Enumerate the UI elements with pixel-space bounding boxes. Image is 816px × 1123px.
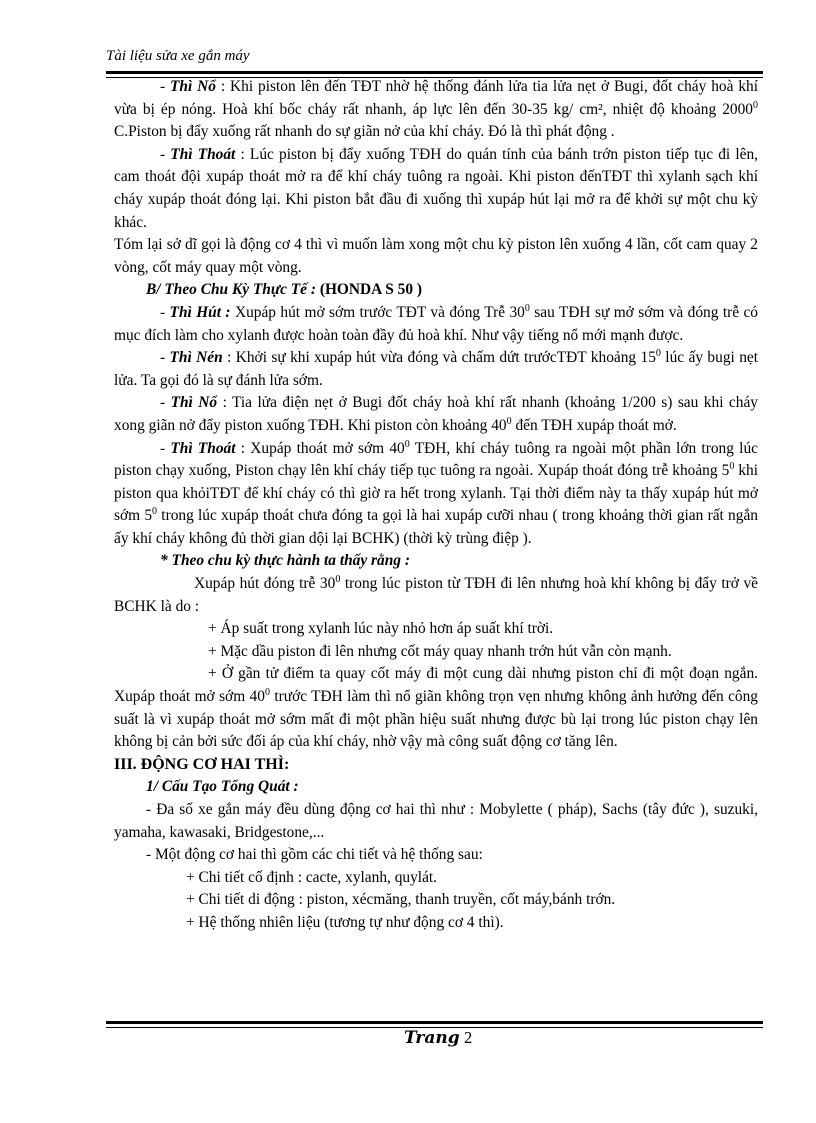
section-3-heading: III. ĐỘNG CƠ HAI THÌ: — [114, 755, 290, 773]
reason-item: + Áp suất trong xylanh lúc này nhỏ hơn áp suất khí trời. — [208, 620, 554, 638]
paragraph-two-stroke-parts: - Một động cơ hai thì gồm các chi tiết và hệ thống sau: — [146, 846, 483, 864]
page-header: Tài liệu sửa xe gắn máy — [106, 48, 250, 64]
part-item: + Hệ thống nhiên liệu (tương tự như động cơ 4 thì). — [186, 913, 504, 931]
paragraph-xupap-hut: Xupáp hút đóng trễ $30^0$ trong lúc piston từ TĐH đi lên nhưng hoà khí không bị đẩy trở về BCHK là do : — [114, 573, 758, 615]
header-rule-thick — [106, 71, 763, 74]
paragraph-thi-nen: - Thì Nén : Khởi sự khi xupáp hút vừa đóng và chấm dứt trướcTĐT khoảng $15^0$ lúc ấy bugi nẹt lửa. Ta gọi đó là sự đánh lửa sớm. — [114, 348, 758, 389]
paragraph-thi-no: - Thì Nổ : Khi piston lên đến TĐT nhờ hệ thống đánh lửa tia lửa nẹt ở Bugi, đốt cháy hoà khí vừa bị ép nóng. Hoà khí bốc cháy rất nhanh, áp lực lên đến 30-35 kg/ cm², nhiệt độ khoảng 2000$^0$ C.Piston bị đẩy xuống rất nhanh do sự giãn nở của khí cháy. Đó là thì phát động . — [114, 78, 758, 141]
section-3-1-heading: 1/ Cấu Tạo Tổng Quát : — [146, 778, 299, 796]
paragraph-thi-hut: - Thì Hút : Xupáp hút mở sớm trước TĐT và đóng Trễ $30^0$ sau TĐH sự mở sớm và đóng trễ có mục đích làm cho xylanh được hoàn toàn đầy đủ hoà khí. Như vậy tiếng nổ mới mạnh được. — [114, 302, 759, 344]
paragraph-thi-thoat-thuc-te: - Thì Thoát : Xupáp thoát mở sớm $40^0$ TĐH, khí cháy tuông ra ngoài một phần lớn trong lúc piston chạy xuống, Piston chạy lên khí cháy tiếp tục tuông ra ngoài. Xupáp thoát đóng trễ khoảng $5^0$ khi piston qua khỏiTĐT để khí cháy có thì giờ ra hết trong xylanh. Tại thời điểm này ta thấy xupáp hút mở sớm $5^0$ trong lúc xupáp thoát chưa đóng ta gọi là hai xupáp cưỡi nhau ( trong khoảng thời gian rất ngắn ấy khí cháy không đủ thời gian dội lại BCHK) (thời kỳ trùng điệp ). — [114, 438, 759, 547]
page-footer — [404, 1028, 472, 1048]
part-item: + Chi tiết di động : piston, xécmăng, thanh truyền, cốt máy,bánh trớn. — [186, 891, 616, 909]
page-number: 2 — [463, 1028, 473, 1047]
document-body — [114, 76, 758, 935]
reason-item: + Mặc dầu piston đi lên nhưng cốt máy quay nhanh trớn hút vẫn còn mạnh. — [208, 642, 672, 660]
section-b-heading: B/ Theo Chu Kỳ Thực Tế : (HONDA S 50 ) — [146, 281, 422, 299]
paragraph-thi-no-thuc-te: - Thì Nổ : Tia lửa điện nẹt ở Bugi đốt cháy hoà khí rất nhanh (khoảng 1/200 s) sau khi cháy xong giãn nở đẩy piston xuống TĐH. Khi piston còn khoảng $40^0$ đến TĐH xupáp thoát mở. — [114, 394, 758, 434]
practice-note-heading: * Theo chu kỳ thực hành ta thấy rằng : — [160, 552, 410, 570]
paragraph-thi-thoat: - Thì Thoát : Lúc piston bị đẩy xuống TĐH do quán tính của bánh trớn piston tiếp tục đi lên, cam thoát đội xupáp thoát mở ra để khí cháy tuông ra ngoài. Khi piston đếnTĐT thì xylanh sạch khí cháy xupáp thoát đóng lại. Khi piston bắt đầu đi xuống thì xupáp hút lại mở ra để khởi sự một chu kỳ khác. — [114, 145, 758, 231]
paragraph-tu-diem: + Ở gần tử điểm ta quay cốt máy đi một cung dài nhưng piston chỉ đi một đoạn ngắn. Xupáp thoát mở sớm $40^0$ trước TĐH làm thì nổ giãn không trọn vẹn nhưng không ảnh hưởng đến công suất là vì xupáp thoát mở sớm mất đi một phần hiệu suất nhưng được bù lại trong lúc piston chạy lên không bị cản bởi sức đối áp của khí cháy, nhờ vậy mà công suất động cơ tăng lên. — [114, 665, 759, 751]
part-item: + Chi tiết cố định : cacte, xylanh, quylát. — [186, 868, 438, 886]
paragraph-summary: Tóm lại sở dĩ gọi là động cơ 4 thì vì muốn làm xong một chu kỳ piston lên xuống 4 lần, cốt cam quay 2 vòng, cốt máy quay một vòng. — [114, 236, 758, 276]
page-label: Trang — [404, 1028, 460, 1048]
paragraph-two-stroke-brands: - Đa số xe gắn máy đều dùng động cơ hai thì như : Mobylette ( pháp), Sachs (tây đức ), suzuki, yamaha, kawasaki, Bridgestone,... — [114, 801, 758, 841]
footer-rule-thick — [106, 1021, 763, 1024]
